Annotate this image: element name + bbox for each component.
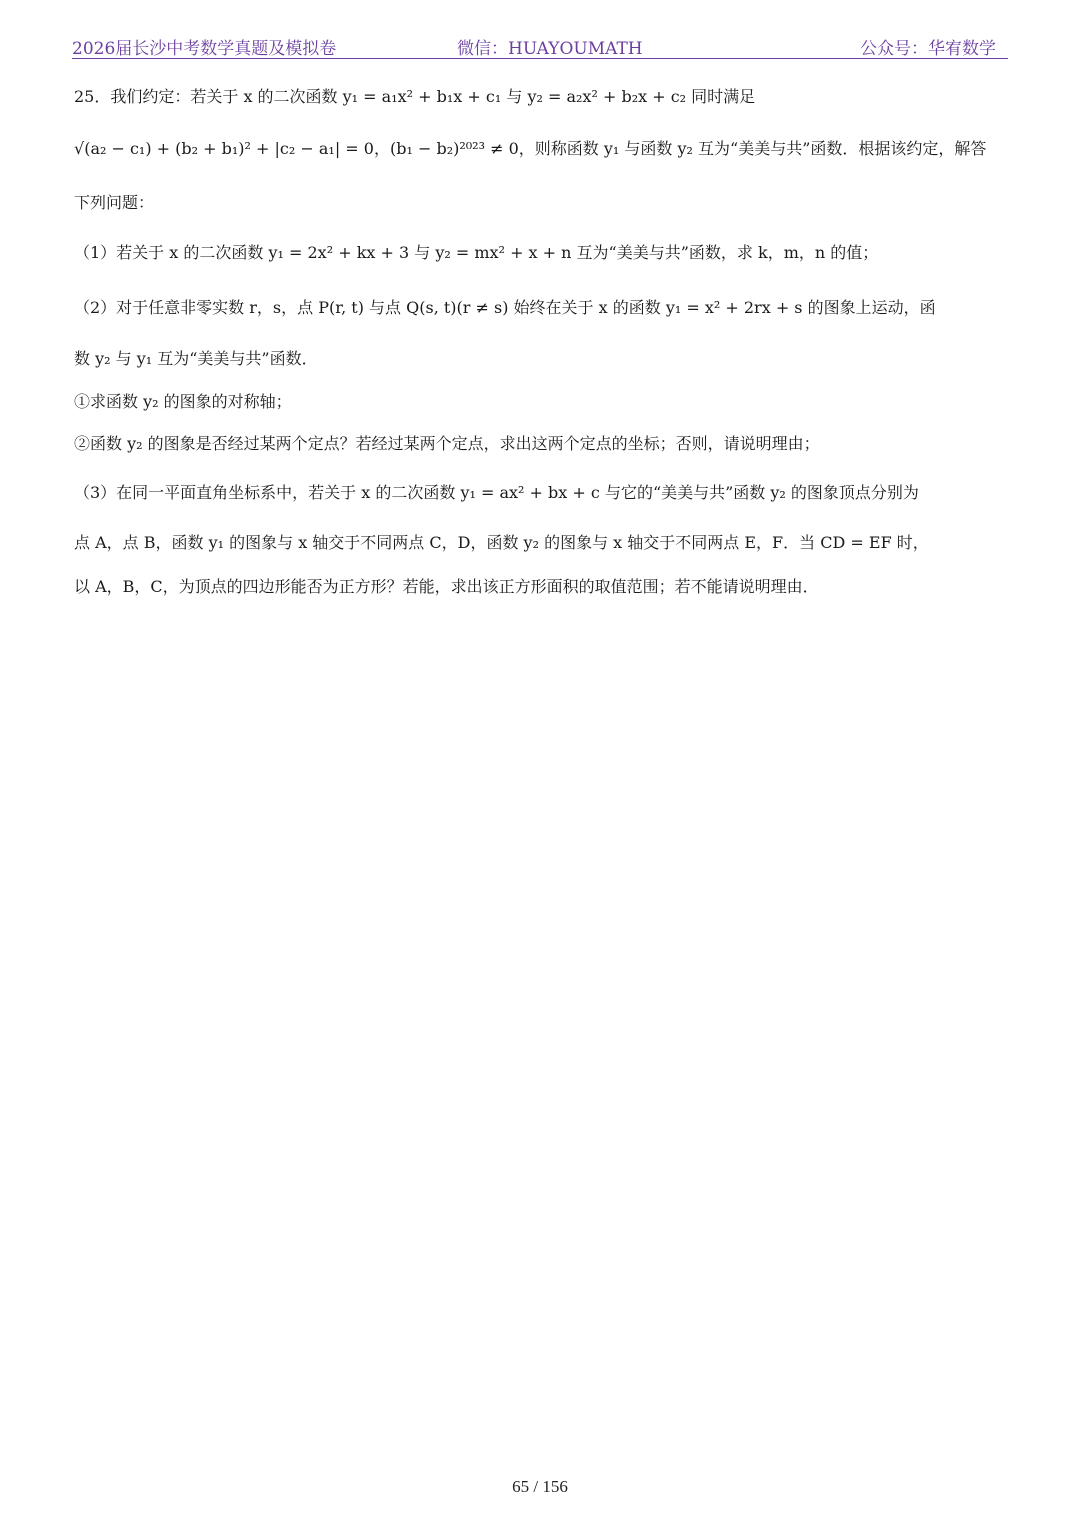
part-2-line-1: （2）对于任意非零实数 r，s，点 P(r, t) 与点 Q(s, t)(r ≠ s) 始终在关于 x 的函数 y₁ = x² + 2rx + s 的图象上运动，函: [74, 298, 936, 317]
part-3-line-2: 点 A，点 B，函数 y₁ 的图象与 x 轴交于不同两点 C，D，函数 y₂ 的图象与 x 轴交于不同两点 E，F．当 CD = EF 时，: [74, 533, 929, 552]
header-account: 公众号：华宥数学: [860, 39, 996, 59]
part-3-line-1: （3）在同一平面直角坐标系中，若关于 x 的二次函数 y₁ = ax² + bx + c 与它的“美美与共”函数 y₂ 的图象顶点分别为: [74, 483, 919, 502]
problem-line-3: 下列问题：: [74, 193, 155, 212]
part-3-line-3: 以 A，B，C，为顶点的四边形能否为正方形？若能，求出该正方形面积的取值范围；若不能请说明理由．: [74, 577, 819, 596]
part-2-sub-1: ①求函数 y₂ 的图象的对称轴；: [74, 392, 292, 411]
header-title: 2026届长沙中考数学真题及模拟卷: [72, 39, 337, 59]
problem-line-2: √(a₂ − c₁) + (b₂ + b₁)² + |c₂ − a₁| = 0，(b₁ − b₂)²⁰²³ ≠ 0，则称函数 y₁ 与函数 y₂ 互为“美美与共”函数．根据该约定，解答: [74, 139, 987, 158]
part-1: （1）若关于 x 的二次函数 y₁ = 2x² + kx + 3 与 y₂ = mx² + x + n 互为“美美与共”函数，求 k，m，n 的值；: [74, 243, 879, 262]
header-wechat: 微信：HUAYOUMATH: [457, 39, 643, 59]
part-2-line-2: 数 y₂ 与 y₁ 互为“美美与共”函数．: [74, 349, 318, 368]
part-2-sub-2: ②函数 y₂ 的图象是否经过某两个定点？若经过某两个定点，求出这两个定点的坐标；否则，请说明理由；: [74, 434, 820, 453]
problem-line-1: 25．我们约定：若关于 x 的二次函数 y₁ = a₁x² + b₁x + c₁ 与 y₂ = a₂x² + b₂x + c₂ 同时满足: [74, 87, 756, 106]
page-number: 65 / 156: [512, 1477, 568, 1496]
page-header: [72, 30, 1008, 59]
